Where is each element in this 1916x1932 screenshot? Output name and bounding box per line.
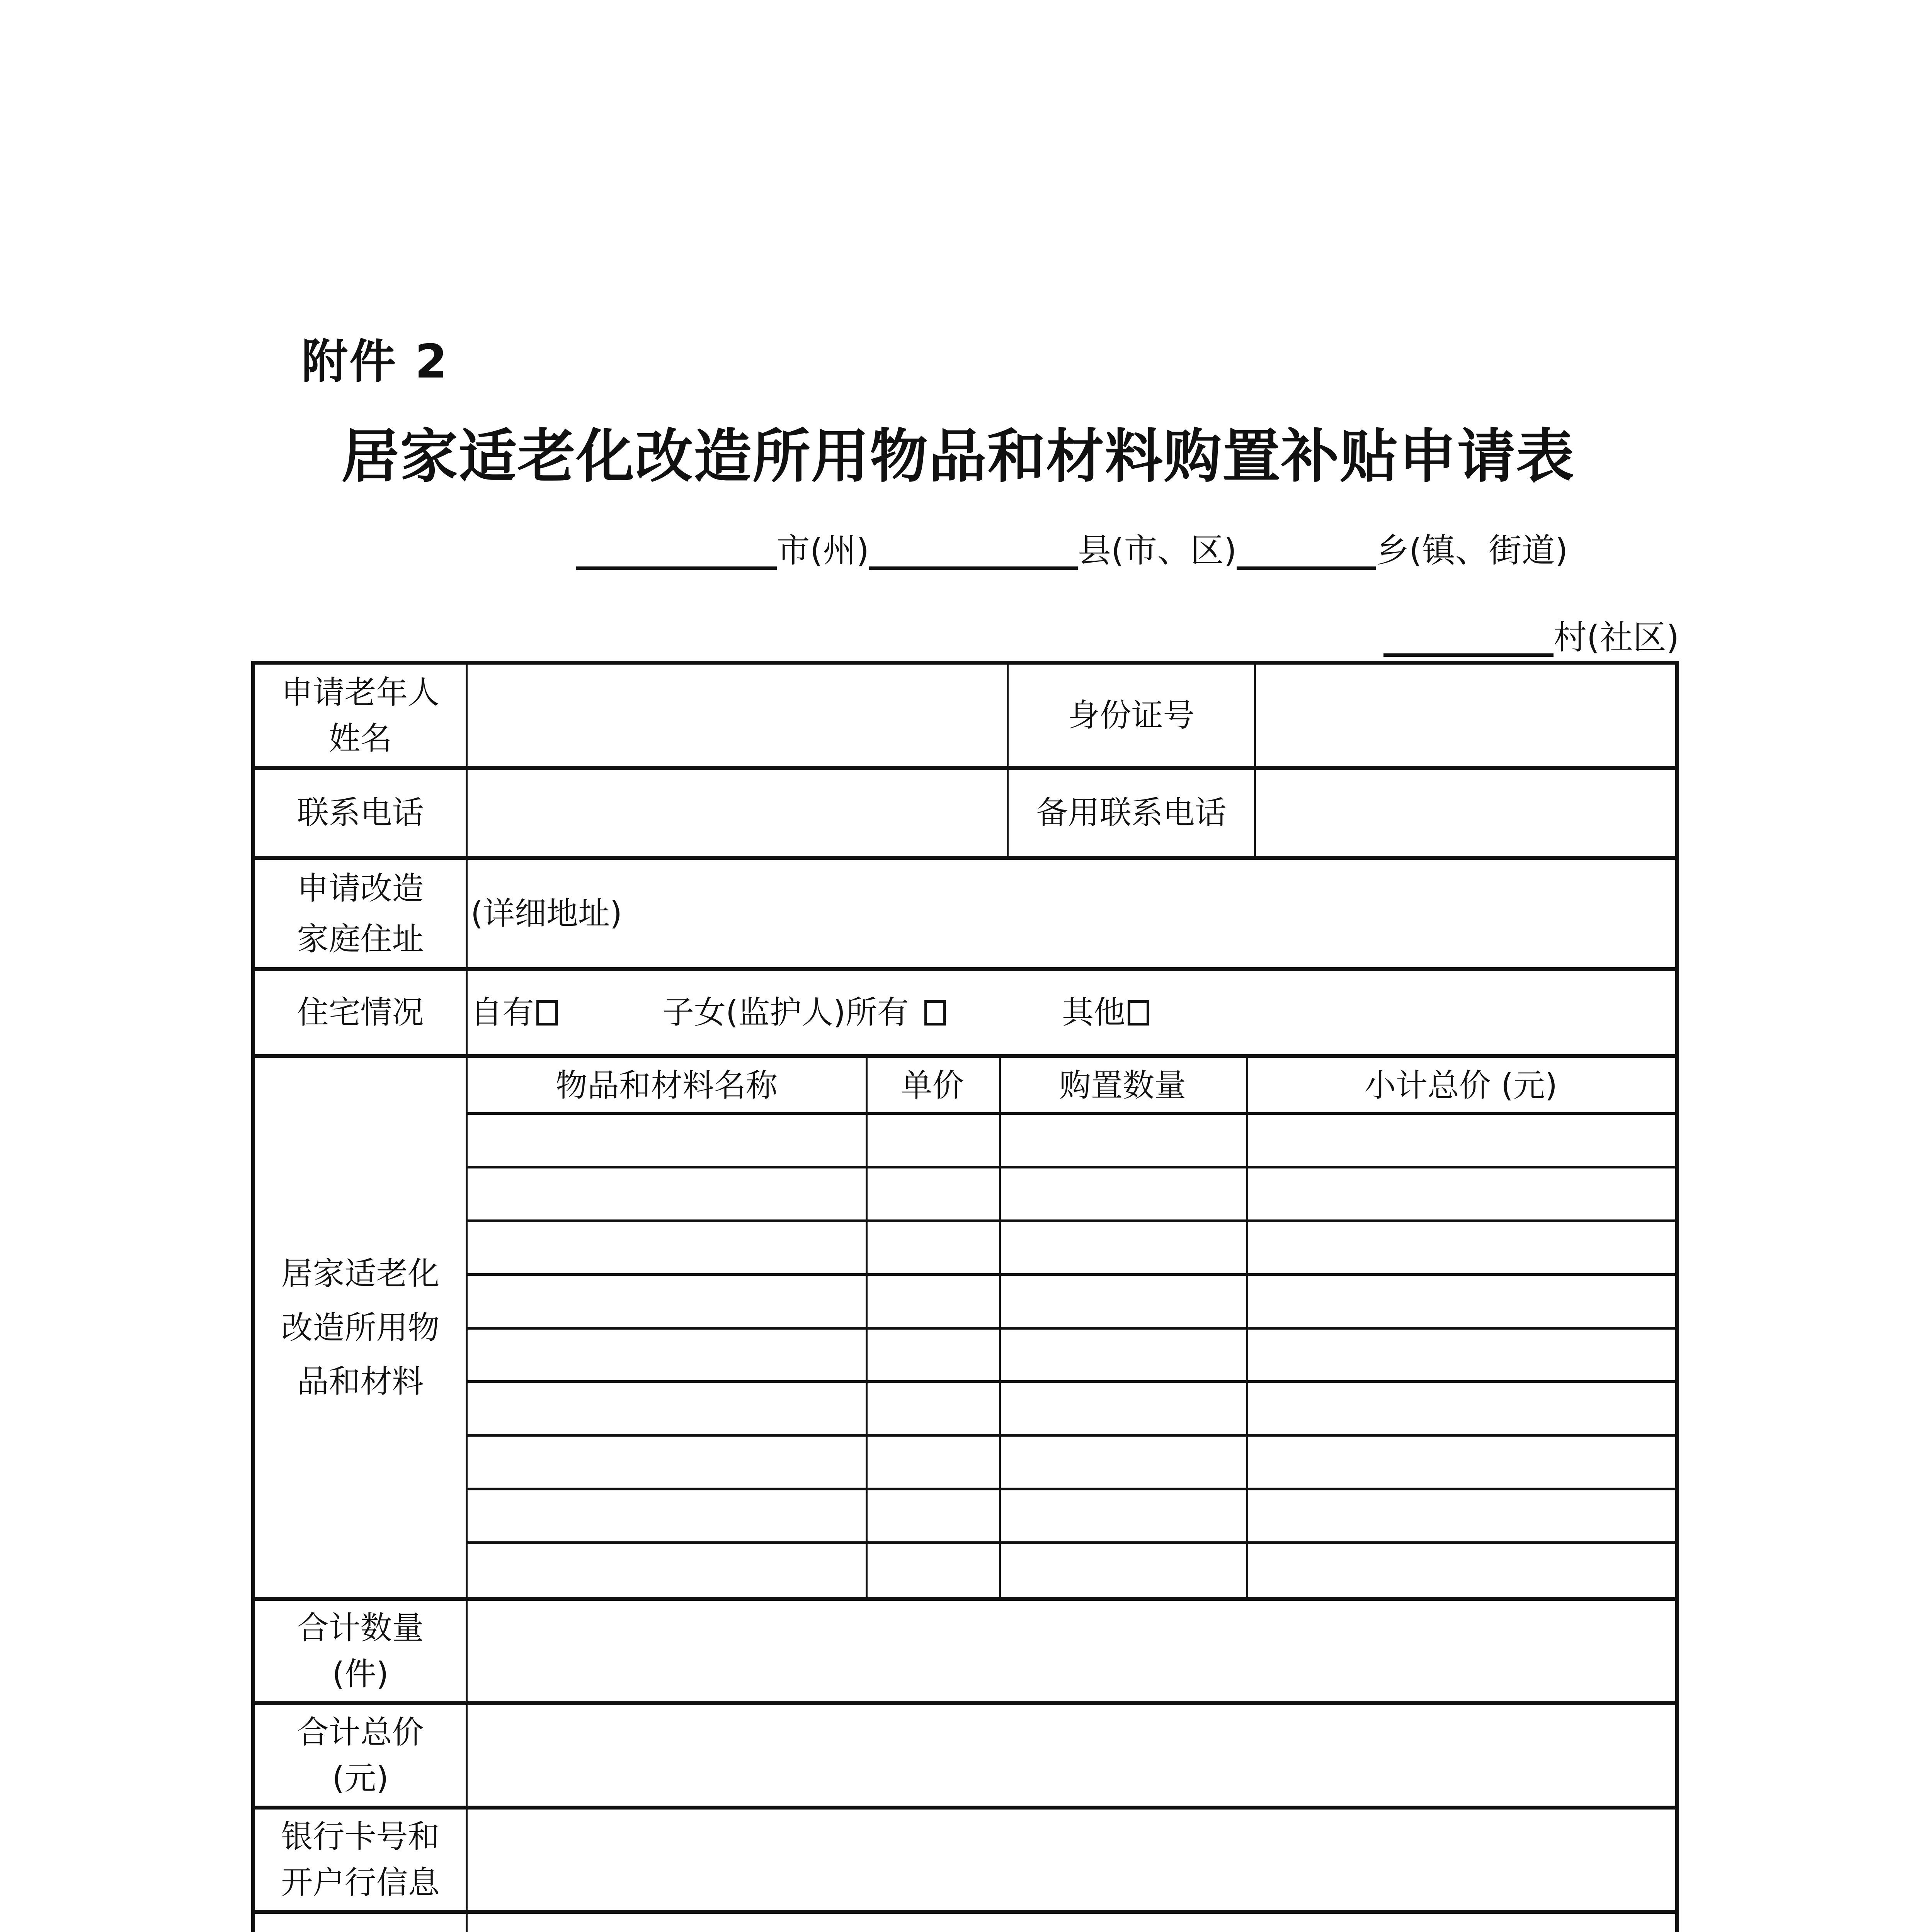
materials-cell[interactable]	[866, 1116, 999, 1166]
materials-cell[interactable]	[999, 1437, 1246, 1488]
materials-cell[interactable]	[468, 1491, 866, 1542]
materials-cell[interactable]	[1246, 1330, 1675, 1381]
row-divider	[255, 856, 1675, 860]
address-field[interactable]	[468, 860, 1675, 968]
row-divider	[255, 1054, 1675, 1058]
materials-column-header: 物品和材料名称	[555, 1067, 778, 1104]
bank-label: 银行卡号和 开户行信息	[281, 1818, 440, 1901]
phone-label: 联系电话	[297, 794, 424, 832]
applicant-name-label: 申请老年人 姓名	[281, 674, 440, 757]
confirm-statement	[470, 1920, 1668, 1932]
row-divider	[255, 1806, 1675, 1810]
materials-cell[interactable]	[866, 1223, 999, 1274]
row-divider	[255, 1701, 1675, 1705]
materials-cell[interactable]	[999, 1330, 1246, 1381]
materials-cell[interactable]	[468, 1169, 866, 1220]
total-price-field[interactable]	[468, 1705, 1675, 1806]
materials-cell[interactable]	[999, 1277, 1246, 1327]
village-label: 村(社区)	[1553, 618, 1679, 657]
city-blank[interactable]	[576, 533, 777, 570]
row-divider	[255, 1597, 1675, 1601]
page-title: 居家适老化改造所用物品和材料购置补贴申请表	[341, 423, 1575, 490]
materials-cell[interactable]	[999, 1384, 1246, 1434]
materials-row-divider	[468, 1112, 1675, 1115]
materials-cell[interactable]	[866, 1384, 999, 1434]
row-divider	[255, 766, 1675, 770]
housing-option-own[interactable]: 自有	[471, 990, 558, 1036]
materials-cell[interactable]	[999, 1169, 1246, 1220]
materials-cell[interactable]	[866, 1491, 999, 1542]
row-divider	[255, 1910, 1675, 1914]
materials-cell[interactable]	[468, 1545, 866, 1595]
materials-cell[interactable]	[1246, 1384, 1675, 1434]
village-line	[1383, 611, 1679, 658]
materials-cell[interactable]	[866, 1169, 999, 1220]
materials-row-divider	[468, 1327, 1675, 1330]
materials-cell[interactable]	[1246, 1491, 1675, 1542]
materials-cell[interactable]	[1246, 1545, 1675, 1595]
materials-row-divider	[468, 1541, 1675, 1544]
materials-cell[interactable]	[999, 1545, 1246, 1595]
backup-phone-label: 备用联系电话	[1036, 794, 1227, 832]
materials-cell[interactable]	[1246, 1116, 1675, 1166]
materials-row-divider	[468, 1273, 1675, 1276]
materials-cell[interactable]	[468, 1330, 866, 1381]
village-blank[interactable]	[1383, 620, 1554, 657]
housing-option-children[interactable]: 子女(监护人)所有	[662, 990, 946, 1036]
materials-column-header: 单价	[900, 1067, 964, 1104]
materials-row-divider	[468, 1434, 1675, 1437]
id-number-field[interactable]	[1256, 665, 1675, 767]
housing-options	[468, 971, 1675, 1055]
township-label: 乡(镇、街道)	[1376, 531, 1568, 570]
housing-label: 住宅情况	[297, 994, 424, 1031]
materials-row-divider	[468, 1166, 1675, 1168]
materials-cell[interactable]	[999, 1223, 1246, 1274]
materials-cell[interactable]	[1246, 1223, 1675, 1274]
location-line	[576, 524, 1568, 571]
id-number-label: 身份证号	[1068, 697, 1195, 734]
materials-cell[interactable]	[468, 1277, 866, 1327]
township-blank[interactable]	[1237, 533, 1376, 570]
confirm-label	[255, 1914, 466, 1932]
applicant-name-field[interactable]	[468, 665, 1007, 767]
housing-option-other[interactable]: 其他	[1062, 990, 1149, 1036]
materials-row-divider	[468, 1219, 1675, 1222]
materials-row-divider	[468, 1488, 1675, 1490]
phone-field[interactable]	[468, 770, 1007, 857]
materials-cell[interactable]	[1246, 1277, 1675, 1327]
materials-column-header: 购置数量	[1059, 1067, 1186, 1104]
checkbox-own[interactable]	[536, 1000, 558, 1026]
materials-cell[interactable]	[866, 1330, 999, 1381]
city-label: 市(州)	[777, 531, 870, 570]
county-blank[interactable]	[869, 533, 1078, 570]
materials-cell[interactable]	[1246, 1169, 1675, 1220]
materials-cell[interactable]	[999, 1116, 1246, 1166]
materials-label: 居家适老化 改造所用物 品和材料	[281, 1255, 440, 1400]
materials-cell[interactable]	[866, 1277, 999, 1327]
materials-cell[interactable]	[866, 1437, 999, 1488]
backup-phone-field[interactable]	[1256, 770, 1675, 857]
total-qty-field[interactable]	[468, 1601, 1675, 1702]
application-table	[251, 661, 1679, 1932]
address-hint: (详细地址)	[471, 895, 622, 932]
address-label: 申请改造 家庭住址	[297, 870, 424, 957]
total-price-label: 合计总价 (元)	[297, 1714, 424, 1797]
materials-cell[interactable]	[468, 1116, 866, 1166]
materials-cell[interactable]	[866, 1545, 999, 1595]
materials-row-divider	[468, 1380, 1675, 1383]
materials-cell[interactable]	[1246, 1437, 1675, 1488]
total-qty-label: 合计数量 (件)	[297, 1610, 424, 1692]
materials-column-header: 小计总价 (元)	[1364, 1067, 1558, 1104]
materials-cell[interactable]	[468, 1437, 866, 1488]
checkbox-other[interactable]	[1128, 1000, 1149, 1026]
materials-cell[interactable]	[468, 1384, 866, 1434]
materials-cell[interactable]	[999, 1491, 1246, 1542]
county-label: 县(市、区)	[1078, 531, 1237, 570]
checkbox-children[interactable]	[924, 1000, 946, 1026]
materials-cell[interactable]	[468, 1223, 866, 1274]
attachment-label: 附件 2	[301, 335, 449, 389]
row-divider	[255, 967, 1675, 971]
bank-field[interactable]	[468, 1810, 1675, 1911]
